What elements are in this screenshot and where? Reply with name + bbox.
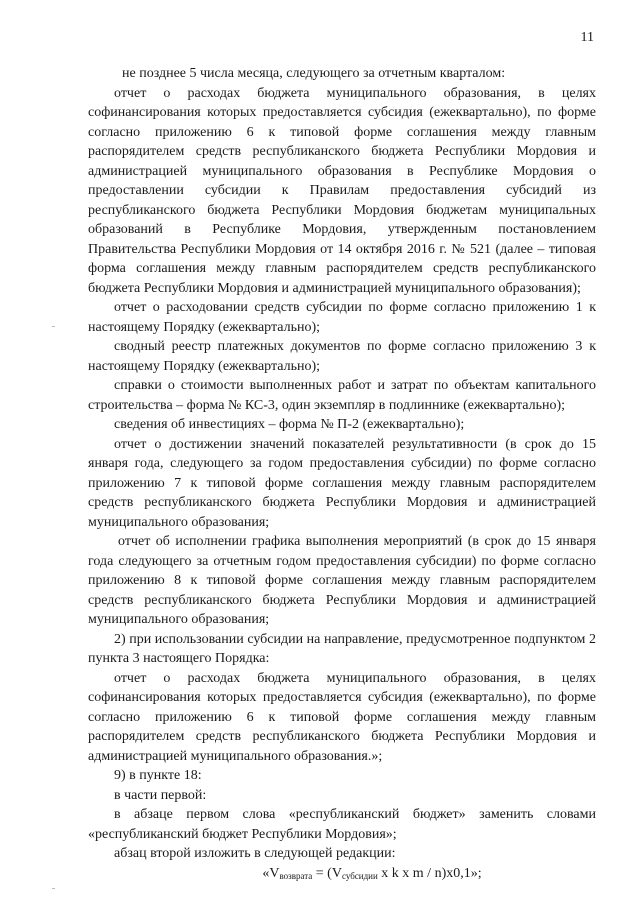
paragraph: в части первой: — [114, 787, 207, 803]
paragraph: отчет об исполнении графика выполнения мероприятий (в срок до 15 января года следующего за отчетным годом предоставления субсидии) по форме согласно приложению 8 к типовой форме соглашения между главным распорядителем средств республиканского бюджета Республики Мордовия и администрацией муниципального образования; — [88, 534, 596, 627]
paragraph: справки о стоимости выполненных работ и затрат по объектам капитального строительства – форма № КС-3, один экземпляр в подлиннике (ежеквартально); — [88, 378, 596, 413]
paragraph: отчет о расходовании средств субсидии по форме согласно приложению 1 к настоящему Порядку (ежеквартально); — [88, 300, 596, 335]
paragraph: отчет о достижении значений показателей результативности (в срок до 15 января года, следующего за годом предоставления субсидии) по форме согласно приложению 7 к типовой форме соглашения между главным распорядителем средств республиканского бюджета Республики Мордовия и администрацией муниципального образования; — [88, 436, 596, 530]
paragraph: не позднее 5 числа месяца, следующего за отчетным кварталом: — [122, 66, 506, 81]
page-number: 11 — [580, 30, 594, 45]
margin-mark — [52, 888, 55, 889]
paragraph: 2) при использовании субсидии на направление, предусмотренное подпунктом 2 пункта 3 настоящего Порядка: — [88, 631, 596, 666]
paragraph: абзац второй изложить в следующей редакции: — [114, 846, 396, 861]
margin-mark — [52, 326, 55, 327]
formula — [88, 864, 596, 884]
paragraph: 9) в пункте 18: — [114, 768, 202, 783]
formula-subscript: субсидии — [341, 870, 378, 881]
paragraph: отчет о расходах бюджета муниципального образования, в целях софинансирования которых предоставляется субсидия (ежеквартально), по форме согласно приложению 6 к типовой форме соглашения между главным распорядителем средств республиканского бюджета Республики Мордовия и администрацией муниципального образования в Республике Мордовия о предоставлении субсидии к Правилам предоставления субсидий из республиканского бюджета Республики Мордовия бюджетам муниципальных образований в Республике Мордовия, утвержденным постановлением Правительства Республики Мордовия от 14 октября 2016 г. № 521 (далее – типовая форма соглашения между главным распорядителем средств республиканского бюджета Республики Мордовия и администрацией муниципального образования); — [88, 85, 596, 296]
formula-part: x k x m / n)x0,1»; — [377, 865, 482, 881]
formula-part: «V — [262, 865, 280, 881]
paragraph: сведения об инвестициях – форма № П-2 (ежеквартально); — [114, 417, 465, 432]
formula-subscript: возврата — [279, 870, 313, 881]
document-body — [88, 64, 596, 883]
paragraph: сводный реестр платежных документов по форме согласно приложению 3 к настоящему Порядку (ежеквартально); — [88, 339, 596, 374]
formula-part: = (V — [312, 865, 342, 881]
paragraph: отчет о расходах бюджета муниципального образования, в целях софинансирования которых предоставляется субсидия (ежеквартально), по форме согласно приложению 6 к типовой форме соглашения между главным распорядителем средств республиканского бюджета Республики Мордовия и администрацией муниципального образования.»; — [88, 670, 596, 764]
paragraph: в абзаце первом слова «республиканский бюджет» заменить словами «республиканский бюджет Республики Мордовия»; — [88, 807, 596, 842]
